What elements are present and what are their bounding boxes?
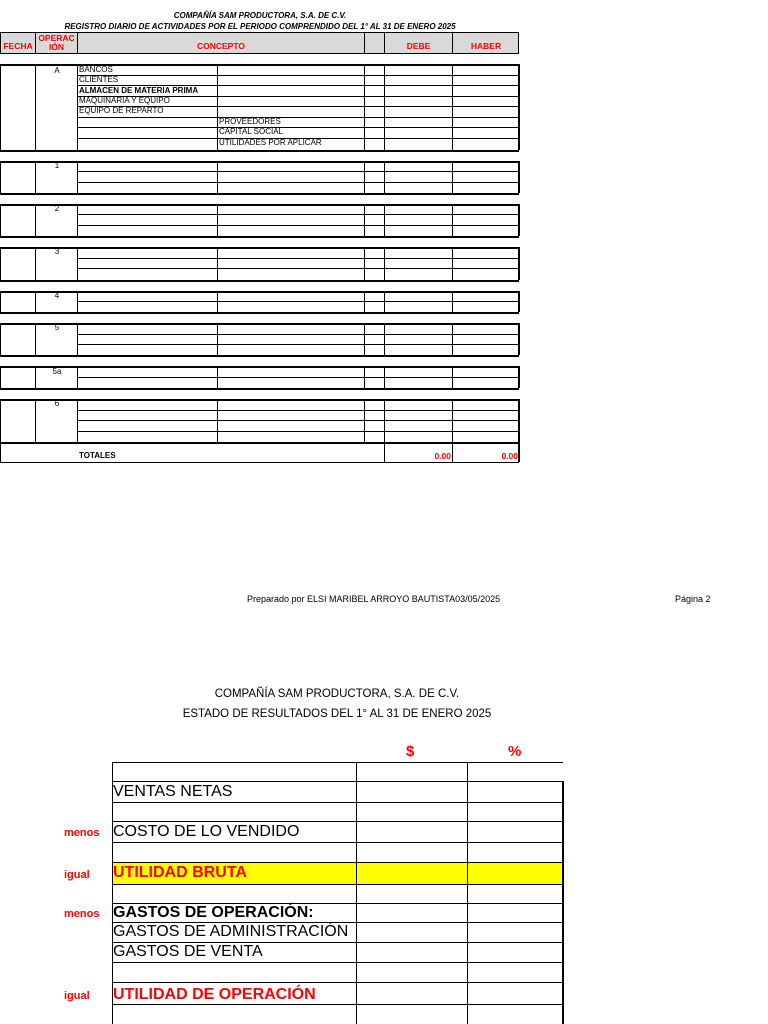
grid-line	[217, 366, 218, 388]
grid-line	[0, 150, 519, 152]
grid-line	[0, 366, 1, 388]
grid-line	[384, 399, 385, 442]
grid-line	[364, 366, 365, 388]
op-label-5: 5	[54, 323, 60, 332]
grid-line	[35, 399, 36, 442]
op-label-4: 4	[54, 291, 60, 300]
op-label-2: 2	[54, 204, 60, 213]
side-label-igual: igual	[64, 869, 90, 881]
grid-line	[364, 161, 365, 193]
side-label-igual: igual	[64, 990, 90, 1002]
grid-line	[518, 323, 520, 355]
op-label-6: 6	[54, 399, 60, 408]
totals-label: TOTALES	[79, 451, 116, 460]
grid-line	[364, 64, 365, 150]
grid-line	[364, 291, 365, 312]
grid-line	[0, 64, 1, 150]
op-label-5a: 5a	[52, 367, 62, 376]
grid-line	[77, 366, 78, 388]
grid-line	[384, 64, 385, 150]
statement-title: ESTADO DE RESULTADOS DEL 1° AL 31 DE ENERO 2025	[182, 708, 492, 720]
op-label-3: 3	[54, 247, 60, 256]
grid-line	[384, 161, 385, 193]
side-label-menos: menos	[64, 908, 100, 920]
grid-line	[452, 161, 453, 193]
grid-line	[35, 161, 36, 193]
grid-line	[518, 247, 520, 280]
column-percent: %	[508, 743, 522, 760]
grid-line	[217, 204, 218, 236]
grid-line	[0, 291, 1, 312]
grid-line	[112, 842, 563, 843]
header-concepto: CONCEPTO	[196, 41, 246, 51]
account-clientes: CLIENTES	[79, 75, 119, 84]
grid-line	[384, 366, 385, 388]
grid-line	[0, 399, 1, 442]
grid-line	[77, 64, 78, 150]
header-debe: DEBE	[406, 41, 431, 51]
account-almacen: ALMACEN DE MATERIA PRIMA	[79, 86, 199, 95]
grid-line	[356, 762, 357, 1024]
account-utilidades: UTILIDADES POR APLICAR	[219, 138, 322, 147]
grid-line	[112, 1004, 563, 1005]
grid-line	[518, 204, 520, 236]
op-label-1: 1	[54, 161, 60, 170]
grid-line	[35, 291, 36, 312]
grid-line	[77, 161, 78, 193]
grid-line	[217, 323, 218, 355]
grid-line	[35, 64, 36, 150]
grid-line	[452, 399, 453, 442]
grid-line	[217, 161, 218, 193]
grid-line	[0, 247, 1, 280]
row-gastos-venta: GASTOS DE VENTA	[113, 943, 263, 960]
account-proveedores: PROVEEDORES	[219, 117, 281, 126]
grid-line	[384, 323, 385, 355]
grid-line	[77, 323, 78, 355]
prepared-by: Preparado por ELSI MARIBEL ARROYO BAUTISTA03/05/2025	[247, 594, 501, 604]
grid-line	[518, 366, 520, 388]
page-number: Página 2	[675, 594, 711, 604]
grid-line	[35, 247, 36, 280]
grid-line	[467, 762, 468, 1024]
grid-line	[518, 399, 520, 442]
grid-line	[384, 204, 385, 236]
totals-debe: 0.00	[434, 451, 451, 461]
grid-line	[217, 247, 218, 280]
grid-line	[112, 962, 563, 963]
grid-line	[452, 291, 453, 312]
grid-line	[384, 291, 385, 312]
grid-line	[77, 247, 78, 280]
grid-line	[364, 204, 365, 236]
grid-line	[0, 355, 519, 357]
grid-line	[77, 204, 78, 236]
statement-company: COMPAÑÍA SAM PRODUCTORA, S.A. DE C.V.	[214, 688, 460, 700]
grid-line	[112, 802, 563, 803]
column-money: $	[406, 743, 415, 760]
grid-line	[518, 442, 520, 462]
grid-line	[0, 442, 1, 462]
grid-line	[112, 862, 563, 863]
row-costo-vendido: COSTO DE LO VENDIDO	[113, 823, 300, 840]
grid-line	[217, 64, 218, 150]
grid-line	[112, 821, 563, 822]
grid-line	[0, 442, 519, 444]
grid-line	[112, 982, 563, 983]
grid-line	[217, 291, 218, 312]
journal-subtitle: REGISTRO DIARIO DE ACTIVIDADES POR EL PERIODO COMPRENDIDO DEL 1° AL 31 DE ENERO 2025	[64, 22, 456, 31]
header-operacion-2: IÓN	[48, 42, 65, 52]
grid-line	[384, 247, 385, 280]
grid-line	[217, 399, 218, 442]
grid-line	[0, 323, 1, 355]
header-haber: HABER	[470, 41, 502, 51]
grid-line	[452, 64, 453, 150]
op-label-a: A	[54, 66, 60, 75]
account-maquinaria: MAQUINARIA Y EQUIPO	[79, 96, 170, 105]
grid-line	[35, 323, 36, 355]
grid-line	[0, 388, 519, 390]
row-gastos-administracion: GASTOS DE ADMINISTRACIÓN	[113, 923, 349, 940]
grid-line	[0, 280, 519, 282]
grid-line	[0, 312, 519, 314]
account-capital-social: CAPITAL SOCIAL	[219, 127, 284, 136]
grid-line	[0, 193, 519, 195]
grid-line	[452, 323, 453, 355]
header-operacion-1: OPERAC	[38, 33, 75, 43]
grid-line	[112, 781, 563, 782]
grid-line	[518, 291, 520, 312]
grid-line	[0, 236, 519, 238]
grid-line	[0, 161, 1, 193]
grid-line	[452, 247, 453, 280]
grid-line	[35, 366, 36, 388]
grid-line	[518, 64, 520, 150]
grid-line	[452, 366, 453, 388]
grid-line	[112, 762, 563, 763]
grid-line	[518, 161, 520, 193]
row-ventas-netas: VENTAS NETAS	[113, 783, 233, 800]
row-gastos-operacion: GASTOS DE OPERACIÓN:	[113, 904, 314, 921]
account-bancos: BANCOS	[79, 65, 113, 74]
grid-line	[77, 291, 78, 312]
row-utilidad-bruta: UTILIDAD BRUTA	[113, 864, 247, 881]
grid-line	[0, 204, 1, 236]
journal-company: COMPAÑÍA SAM PRODUCTORA, S.A. DE C.V.	[173, 11, 347, 20]
grid-line	[112, 884, 563, 885]
side-label-menos: menos	[64, 827, 100, 839]
totals-haber: 0.00	[501, 451, 518, 461]
grid-line	[562, 781, 564, 1024]
grid-line	[452, 204, 453, 236]
grid-line	[77, 399, 78, 442]
account-equipo-reparto: EQUIPO DE REPARTO	[79, 106, 164, 115]
grid-line	[364, 399, 365, 442]
row-utilidad-operacion: UTILIDAD DE OPERACIÓN	[113, 986, 316, 1003]
grid-line	[112, 762, 113, 1024]
grid-line	[364, 323, 365, 355]
grid-line	[364, 247, 365, 280]
header-fecha: FECHA	[3, 41, 33, 51]
grid-line	[0, 462, 519, 463]
grid-line	[35, 204, 36, 236]
